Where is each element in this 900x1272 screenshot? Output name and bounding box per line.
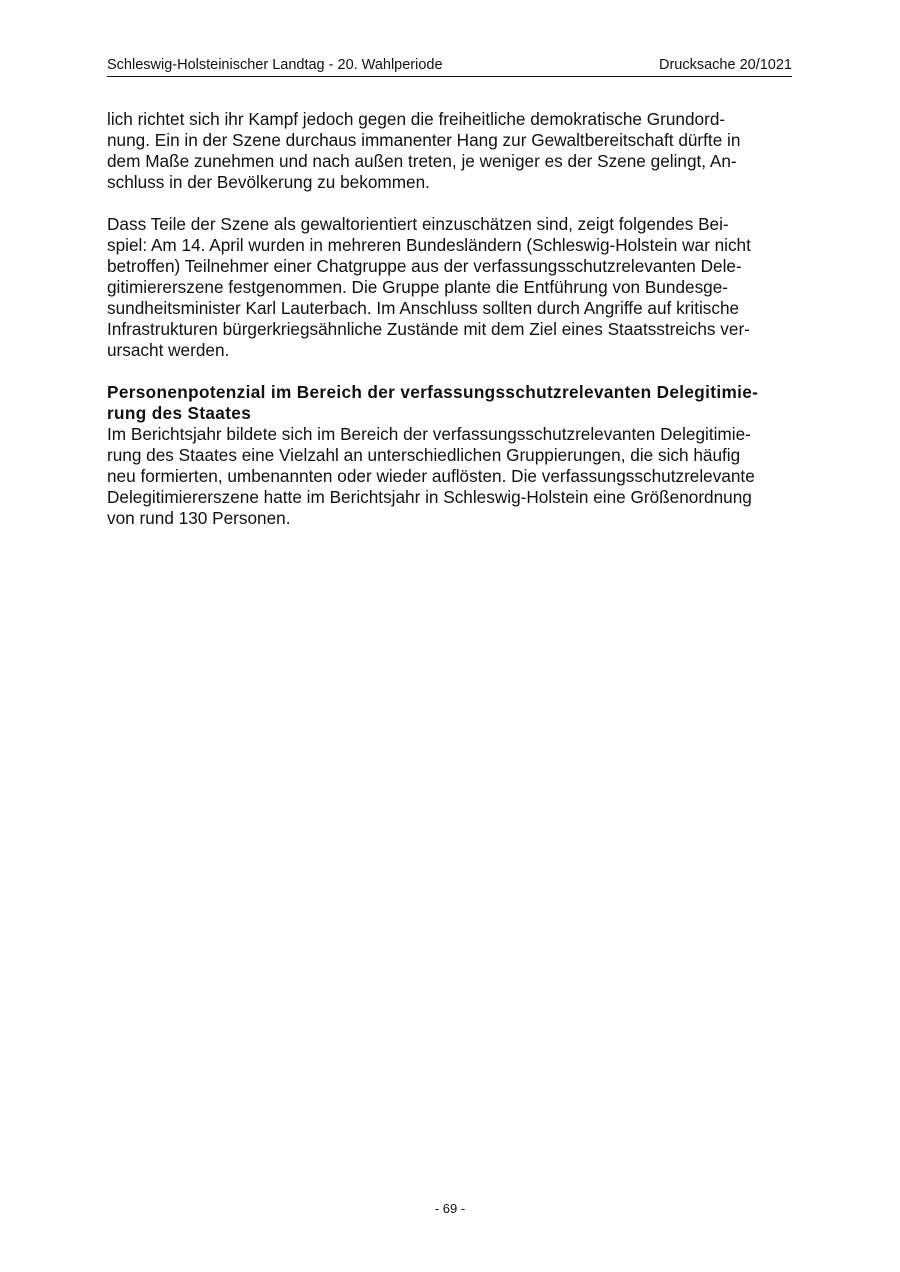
heading-line: Personenpotenzial im Bereich der verfassungsschutzrelevanten Delegitimie- <box>107 382 759 402</box>
section-heading <box>107 382 797 424</box>
paragraph-spacer <box>107 193 797 214</box>
text-line: neu formierten, umbenannten oder wieder auflösten. Die verfassungsschutzrelevante <box>107 466 755 486</box>
text-line: betroffen) Teilnehmer einer Chatgruppe aus der verfassungsschutzrelevanten Dele- <box>107 256 742 276</box>
text-line: gitimiererszene festgenommen. Die Gruppe plante die Entführung von Bundesge- <box>107 277 729 297</box>
document-body <box>107 109 797 529</box>
paragraph <box>107 109 797 193</box>
page-header <box>107 56 792 77</box>
text-line: nung. Ein in der Szene durchaus immanenter Hang zur Gewaltbereitschaft dürfte in <box>107 130 741 150</box>
text-line: dem Maße zunehmen und nach außen treten, je weniger es der Szene gelingt, An- <box>107 151 737 171</box>
section-paragraph <box>107 424 797 529</box>
text-line: Im Berichtsjahr bildete sich im Bereich der verfassungsschutzrelevanten Delegitimie- <box>107 424 751 444</box>
text-line: lich richtet sich ihr Kampf jedoch gegen die freiheitliche demokratische Grundord- <box>107 109 726 129</box>
text-line: Infrastrukturen bürgerkriegsähnliche Zustände mit dem Ziel eines Staatsstreichs ver- <box>107 319 750 339</box>
text-line: von rund 130 Personen. <box>107 508 291 528</box>
text-line: spiel: Am 14. April wurden in mehreren Bundesländern (Schleswig-Holstein war nicht <box>107 235 751 255</box>
text-line: ursacht werden. <box>107 340 230 360</box>
heading-line: rung des Staates <box>107 403 252 423</box>
paragraph-spacer <box>107 361 797 382</box>
paragraph <box>107 214 797 361</box>
text-line: schluss in der Bevölkerung zu bekommen. <box>107 172 430 192</box>
page-number: - 69 - <box>434 1201 466 1216</box>
text-line: Delegitimiererszene hatte im Berichtsjahr in Schleswig-Holstein eine Größenordnung <box>107 487 752 507</box>
text-line: sundheitsminister Karl Lauterbach. Im Anschluss sollten durch Angriffe auf kritische <box>107 298 740 318</box>
header-parliament-term: Schleswig-Holsteinischer Landtag - 20. Wahlperiode <box>107 57 443 73</box>
text-line: rung des Staates eine Vielzahl an unterschiedlichen Gruppierungen, die sich häufig <box>107 445 741 465</box>
header-document-number: Drucksache 20/1021 <box>659 57 792 73</box>
text-line: Dass Teile der Szene als gewaltorientiert einzuschätzen sind, zeigt folgendes Bei- <box>107 214 729 234</box>
